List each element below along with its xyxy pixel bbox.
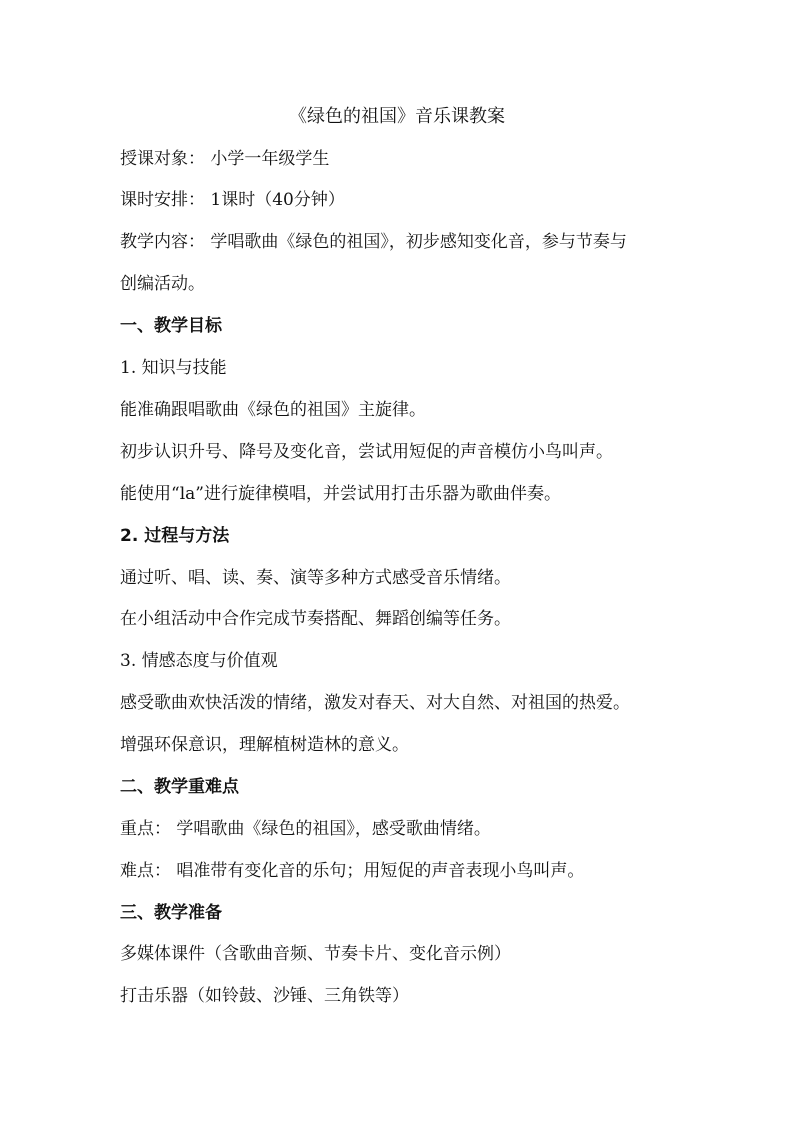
schedule-line: 课时安排： 1课时（40分钟）	[120, 190, 345, 210]
process-item-1: 通过听、唱、读、奏、演等多种方式感受音乐情绪。	[120, 568, 511, 588]
section-heading-objectives: 一、教学目标	[120, 316, 222, 336]
key-point-line: 重点： 学唱歌曲《绿色的祖国》，感受歌曲情绪。	[120, 819, 491, 839]
knowledge-item-1: 能准确跟唱歌曲《绿色的祖国》主旋律。	[120, 400, 426, 420]
audience-line: 授课对象： 小学一年级学生	[120, 149, 330, 169]
section-heading-preparation: 三、教学准备	[120, 903, 222, 923]
emotion-item-1: 感受歌曲欢快活泼的情绪，激发对春天、对大自然、对祖国的热爱。	[120, 693, 630, 713]
content-line-2: 创编活动。	[120, 274, 205, 294]
section-heading-key-points: 二、教学重难点	[120, 777, 239, 797]
content-line-1: 教学内容： 学唱歌曲《绿色的祖国》，初步感知变化音，参与节奏与	[120, 232, 627, 252]
difficulty-line: 难点： 唱准带有变化音的乐句；用短促的声音表现小鸟叫声。	[120, 861, 585, 881]
subheading-emotion-values: 3. 情感态度与价值观	[120, 651, 278, 671]
knowledge-item-3: 能使用“la”进行旋律模唱，并尝试用打击乐器为歌曲伴奏。	[120, 484, 561, 504]
subheading-knowledge-skills: 1. 知识与技能	[120, 358, 227, 378]
process-item-2: 在小组活动中合作完成节奏搭配、舞蹈创编等任务。	[120, 609, 511, 629]
emotion-item-2: 增强环保意识，理解植树造林的意义。	[120, 735, 409, 755]
subheading-process-methods: 2. 过程与方法	[120, 526, 230, 546]
preparation-item-2: 打击乐器（如铃鼓、沙锤、三角铁等）	[120, 986, 409, 1006]
knowledge-item-2: 初步认识升号、降号及变化音，尝试用短促的声音模仿小鸟叫声。	[120, 442, 613, 462]
preparation-item-1: 多媒体课件（含歌曲音频、节奏卡片、变化音示例）	[120, 944, 511, 964]
document-title: 《绿色的祖国》音乐课教案	[289, 106, 505, 127]
